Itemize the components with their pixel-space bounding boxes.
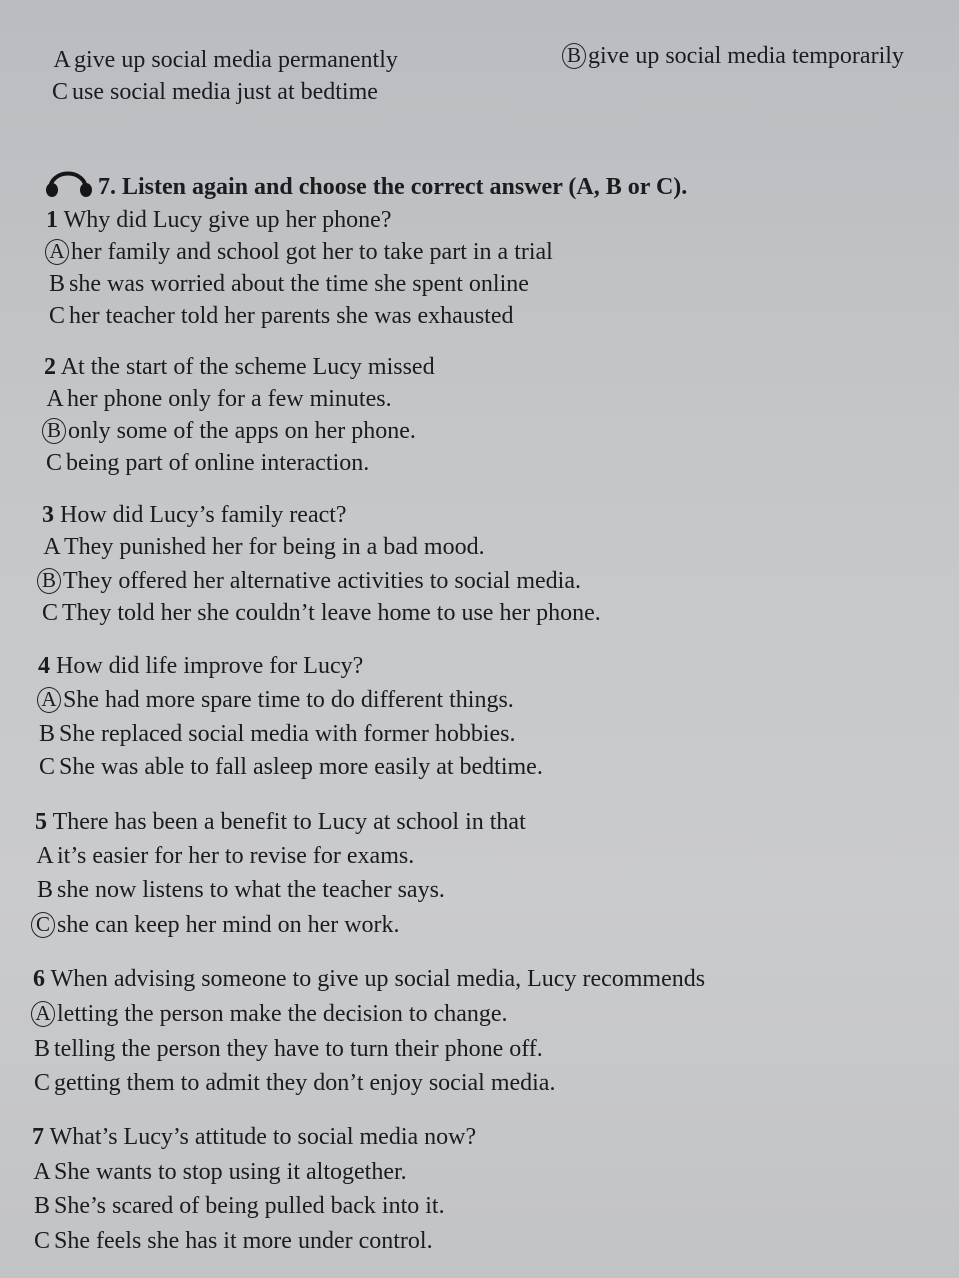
circled-answer-mark: A (45, 239, 69, 265)
question-1 (46, 205, 391, 235)
q3-option-b[interactable] (37, 566, 581, 596)
option-letter: C (41, 600, 58, 626)
option-text: it’s easier for her to revise for exams. (57, 843, 415, 869)
option-letter: B (33, 1036, 50, 1062)
option-letter: A (46, 386, 64, 412)
option-letter: B (38, 721, 55, 747)
option-letter: B (36, 877, 53, 903)
q5-option-b[interactable] (33, 875, 445, 905)
question-text: What’s Lucy’s attitude to social media now? (49, 1124, 477, 1150)
option-letter: C (33, 1070, 50, 1096)
question-text: How did Lucy’s family react? (60, 502, 347, 528)
q7-option-a[interactable] (30, 1157, 407, 1187)
exercise-number: 7. (98, 174, 116, 200)
option-text: only some of the apps on her phone. (68, 418, 416, 444)
option-text: They offered her alternative activities to social media. (63, 568, 582, 594)
option-text: She had more spare time to do different things. (63, 687, 514, 713)
headphones-icon (40, 160, 96, 200)
question-number: 3 (42, 502, 54, 528)
option-letter: B (33, 1193, 50, 1219)
q4-option-b[interactable] (35, 719, 516, 749)
circled-answer-mark: A (37, 687, 61, 713)
q6-option-b[interactable] (30, 1034, 543, 1064)
q5-option-a[interactable] (33, 841, 414, 871)
question-number: 5 (35, 809, 47, 835)
option-text: give up social media permanently (74, 47, 398, 73)
q1-option-c[interactable] (45, 301, 513, 331)
q3-option-c[interactable] (38, 598, 601, 628)
option-letter: A (36, 843, 54, 869)
q5-option-c[interactable] (31, 910, 400, 940)
question-3 (42, 500, 347, 530)
option-letter: C (38, 754, 55, 780)
option-text: she now listens to what the teacher says. (57, 877, 445, 903)
circled-answer-mark: B (562, 43, 586, 69)
prev-option-c[interactable] (48, 77, 378, 107)
question-6 (33, 964, 705, 994)
question-number: 4 (38, 653, 50, 679)
option-text: she can keep her mind on her work. (57, 912, 400, 938)
option-letter: C (51, 79, 68, 105)
question-7 (32, 1122, 476, 1152)
circled-answer-mark: B (42, 418, 66, 444)
option-text: telling the person they have to turn their phone off. (54, 1036, 543, 1062)
question-number: 2 (44, 354, 56, 380)
option-letter: C (48, 303, 65, 329)
option-text: They punished her for being in a bad mood. (64, 534, 485, 560)
prev-option-a[interactable] (50, 45, 398, 75)
exercise-instruction: Listen again and choose the correct answer (A, B or C). (122, 174, 688, 200)
exercise-heading (98, 172, 687, 202)
q2-option-c[interactable] (42, 448, 369, 478)
option-text: her family and school got her to take part in a trial (71, 239, 553, 265)
option-letter: C (45, 450, 62, 476)
q4-option-c[interactable] (35, 752, 543, 782)
question-text: There has been a benefit to Lucy at school in that (52, 809, 526, 835)
q3-option-a[interactable] (40, 532, 485, 562)
option-letter: A (33, 1159, 51, 1185)
question-number: 7 (32, 1124, 44, 1150)
q1-option-b[interactable] (45, 269, 529, 299)
option-text: letting the person make the decision to change. (57, 1001, 508, 1027)
q2-option-a[interactable] (43, 384, 392, 414)
option-text: She’s scared of being pulled back into it. (54, 1193, 445, 1219)
q6-option-c[interactable] (30, 1068, 555, 1098)
option-text: her teacher told her parents she was exhausted (69, 303, 514, 329)
option-text: She feels she has it more under control. (54, 1228, 433, 1254)
question-2 (44, 352, 435, 382)
question-number: 1 (46, 207, 58, 233)
option-letter: C (33, 1228, 50, 1254)
q1-option-a[interactable] (45, 237, 553, 267)
q6-option-a[interactable] (31, 999, 508, 1029)
question-text: When advising someone to give up social media, Lucy recommends (50, 966, 706, 992)
circled-answer-mark: A (31, 1001, 55, 1027)
option-text: give up social media temporarily (588, 43, 904, 69)
q4-option-a[interactable] (37, 685, 514, 715)
question-5 (35, 807, 526, 837)
q2-option-b[interactable] (42, 416, 416, 446)
option-text: getting them to admit they don’t enjoy social media. (54, 1070, 556, 1096)
option-letter: A (43, 534, 61, 560)
question-text: Why did Lucy give up her phone? (63, 207, 392, 233)
option-letter: A (53, 47, 71, 73)
option-text: She wants to stop using it altogether. (54, 1159, 407, 1185)
option-text: use social media just at bedtime (72, 79, 378, 105)
question-text: How did life improve for Lucy? (56, 653, 364, 679)
option-letter: B (48, 271, 65, 297)
question-number: 6 (33, 966, 45, 992)
question-text: At the start of the scheme Lucy missed (60, 354, 435, 380)
q7-option-c[interactable] (30, 1226, 433, 1256)
option-text: She replaced social media with former hobbies. (59, 721, 516, 747)
circled-answer-mark: C (31, 912, 55, 938)
option-text: being part of online interaction. (66, 450, 370, 476)
option-text: They told her she couldn’t leave home to use her phone. (62, 600, 601, 626)
option-text: she was worried about the time she spent online (69, 271, 529, 297)
circled-answer-mark: B (37, 568, 61, 594)
prev-option-b[interactable] (562, 41, 904, 71)
option-text: her phone only for a few minutes. (67, 386, 392, 412)
option-text: She was able to fall asleep more easily at bedtime. (59, 754, 543, 780)
q7-option-b[interactable] (30, 1191, 445, 1221)
question-4 (38, 651, 363, 681)
